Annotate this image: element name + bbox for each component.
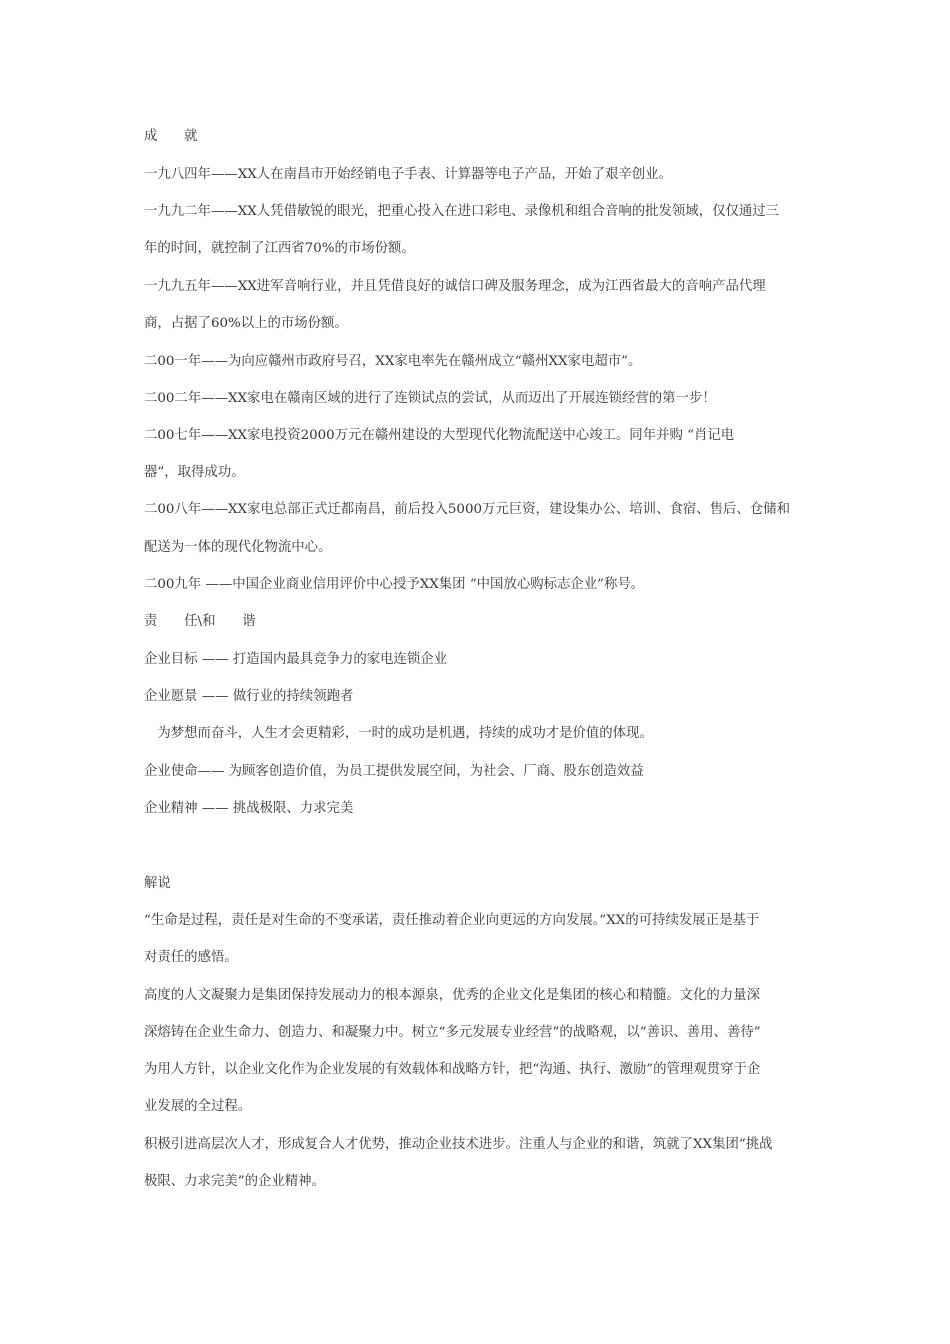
- commentary-line-7: 积极引进高层次人才，形成复合人才优势，推动企业技术进步。注重人与企业的和谐，筑就了XX集团“挑战: [144, 1137, 773, 1152]
- timeline-entry-2008: 二00八年——XX家电总部正式迁都南昌，前后投入5000万元巨资，建设集办公、培训、食宿、售后、仓储和: [144, 502, 790, 517]
- commentary-line-3: 高度的人文凝聚力是集团保持发展动力的根本源泉，优秀的企业文化是集团的核心和精髓。文化的力量深: [144, 988, 760, 1003]
- commentary-line-5: 为用人方针，以企业文化作为企业发展的有效载体和战略方针，把“沟通、执行、激励”的管理观贯穿于企: [144, 1062, 761, 1077]
- timeline-entry-2002: 二00二年——XX家电在赣南区域的进行了连锁试点的尝试，从而迈出了开展连锁经营的第一步！: [144, 391, 716, 406]
- section-heading-responsibility: 责 任\和 谐: [144, 614, 256, 629]
- commentary-line-6: 业发展的全过程。: [144, 1099, 252, 1114]
- commentary-line-8: 极限、力求完美”的企业精神。: [144, 1174, 325, 1189]
- timeline-entry-2009: 二00九年 ——中国企业商业信用评价中心授予XX集团 “中国放心购标志企业”称号。: [144, 577, 645, 592]
- dream-statement: 为梦想而奋斗，人生才会更精彩，一时的成功是机遇，持续的成功才是价值的体现。: [144, 726, 653, 741]
- timeline-entry-1995-cont: 商，占据了60%以上的市场份额。: [144, 316, 348, 331]
- commentary-line-2: 对责任的感悟。: [144, 950, 238, 965]
- enterprise-mission: 企业使命—— 为顾客创造价值，为员工提供发展空间，为社会、厂商、股东创造效益: [144, 764, 644, 779]
- section-heading-commentary: 解说: [144, 876, 171, 891]
- enterprise-vision: 企业愿景 —— 做行业的持续领跑者: [144, 689, 354, 704]
- timeline-entry-2001: 二00一年——为向应赣州市政府号召，XX家电率先在赣州成立“赣州XX家电超市”。: [144, 354, 642, 369]
- section-heading-achievements: 成 就: [144, 129, 198, 144]
- enterprise-spirit: 企业精神 —— 挑战极限、力求完美: [144, 801, 354, 816]
- timeline-entry-2007-cont: 器”，取得成功。: [144, 465, 245, 480]
- commentary-line-4: 深熔铸在企业生命力、创造力、和凝聚力中。树立“多元发展专业经营”的战略观，以“善识、善用、善待”: [144, 1025, 761, 1040]
- timeline-entry-1995: 一九九五年——XX进军音响行业，并且凭借良好的诚信口碑及服务理念，成为江西省最大的音响产品代理: [144, 279, 766, 294]
- timeline-entry-2007: 二00七年——XX家电投资2000万元在赣州建设的大型现代化物流配送中心竣工。同年并购 “肖记电: [144, 428, 735, 443]
- commentary-line-1: “生命是过程，责任是对生命的不变承诺，责任推动着企业向更远的方向发展。”XX的可持续发展正是基于: [144, 913, 760, 928]
- timeline-entry-1992: 一九九二年——XX人凭借敏锐的眼光，把重心投入在进口彩电、录像机和组合音响的批发领域，仅仅通过三: [144, 204, 780, 219]
- enterprise-goal: 企业目标 —— 打造国内最具竞争力的家电连锁企业: [144, 652, 448, 667]
- timeline-entry-1984: 一九八四年——XX人在南昌市开始经销电子手表、计算器等电子产品，开始了艰辛创业。: [144, 167, 672, 182]
- timeline-entry-1992-cont: 年的时间，就控制了江西省70%的市场份额。: [144, 241, 415, 256]
- timeline-entry-2008-cont: 配送为一体的现代化物流中心。: [144, 540, 332, 555]
